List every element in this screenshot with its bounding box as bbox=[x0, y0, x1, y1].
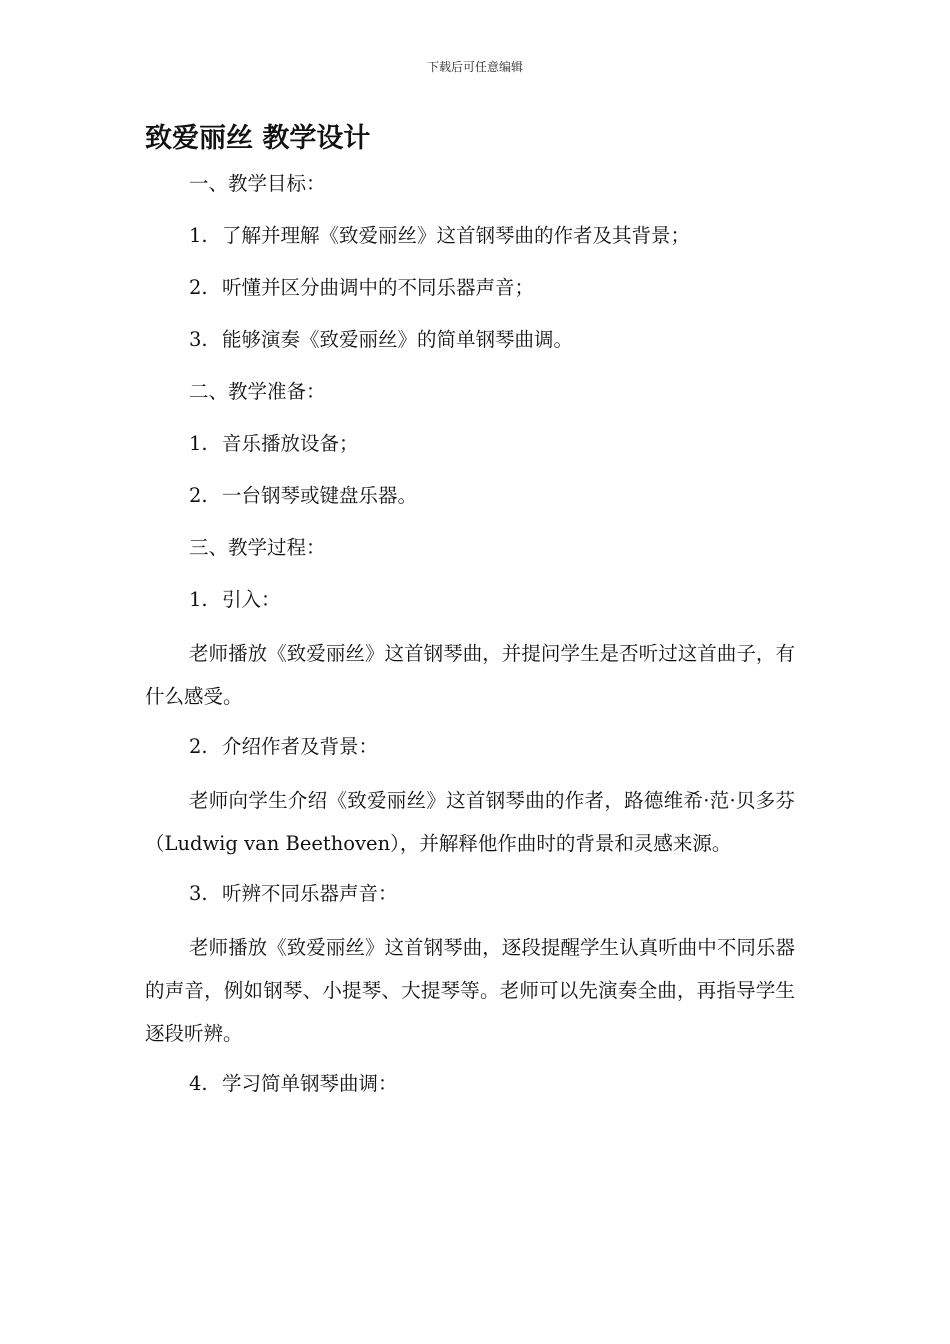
header-note: 下载后可任意编辑 bbox=[426, 60, 523, 74]
step-number: 4. bbox=[189, 1072, 208, 1095]
objective-item bbox=[145, 268, 795, 320]
item-number: 2. bbox=[189, 276, 208, 299]
step-heading: 引入： bbox=[222, 588, 281, 611]
item-number: 2. bbox=[189, 484, 208, 507]
item-text: 一台钢琴或键盘乐器。 bbox=[222, 484, 418, 507]
item-number: 1. bbox=[189, 432, 208, 455]
preparation-item bbox=[145, 424, 795, 476]
process-step-heading bbox=[145, 1064, 795, 1116]
step-heading: 介绍作者及背景： bbox=[222, 735, 379, 758]
document-title: 致爱丽丝 教学设计 bbox=[145, 123, 371, 154]
step-heading: 学习简单钢琴曲调： bbox=[222, 1072, 398, 1095]
section-heading-objectives: 一、教学目标： bbox=[189, 172, 326, 195]
document-body bbox=[145, 164, 795, 1116]
section-heading-process: 三、教学过程： bbox=[189, 536, 326, 559]
step-number: 2. bbox=[189, 735, 208, 758]
item-text: 听懂并区分曲调中的不同乐器声音； bbox=[222, 276, 535, 299]
process-step-heading bbox=[145, 727, 795, 779]
step-number: 1. bbox=[189, 588, 208, 611]
process-step-paragraph: 老师向学生介绍《致爱丽丝》这首钢琴曲的作者，路德维希·范·贝多芬（Ludwig van Beethoven），并解释他作曲时的背景和灵感来源。 bbox=[145, 789, 795, 855]
process-step-heading bbox=[145, 580, 795, 632]
section-heading-preparation: 二、教学准备： bbox=[189, 380, 326, 403]
item-text: 了解并理解《致爱丽丝》这首钢琴曲的作者及其背景； bbox=[222, 224, 691, 247]
item-text: 能够演奏《致爱丽丝》的简单钢琴曲调。 bbox=[222, 328, 574, 351]
item-number: 3. bbox=[189, 328, 208, 351]
objective-item bbox=[145, 216, 795, 268]
objective-item bbox=[145, 320, 795, 372]
item-text: 音乐播放设备； bbox=[222, 432, 359, 455]
process-step-heading bbox=[145, 874, 795, 926]
process-step-paragraph: 老师播放《致爱丽丝》这首钢琴曲，逐段提醒学生认真听曲中不同乐器的声音，例如钢琴、小提琴、大提琴等。老师可以先演奏全曲，再指导学生逐段听辨。 bbox=[145, 936, 795, 1045]
step-number: 3. bbox=[189, 882, 208, 905]
item-number: 1. bbox=[189, 224, 208, 247]
process-step-paragraph: 老师播放《致爱丽丝》这首钢琴曲，并提问学生是否听过这首曲子，有什么感受。 bbox=[145, 642, 795, 708]
preparation-item bbox=[145, 476, 795, 528]
step-heading: 听辨不同乐器声音： bbox=[222, 882, 398, 905]
